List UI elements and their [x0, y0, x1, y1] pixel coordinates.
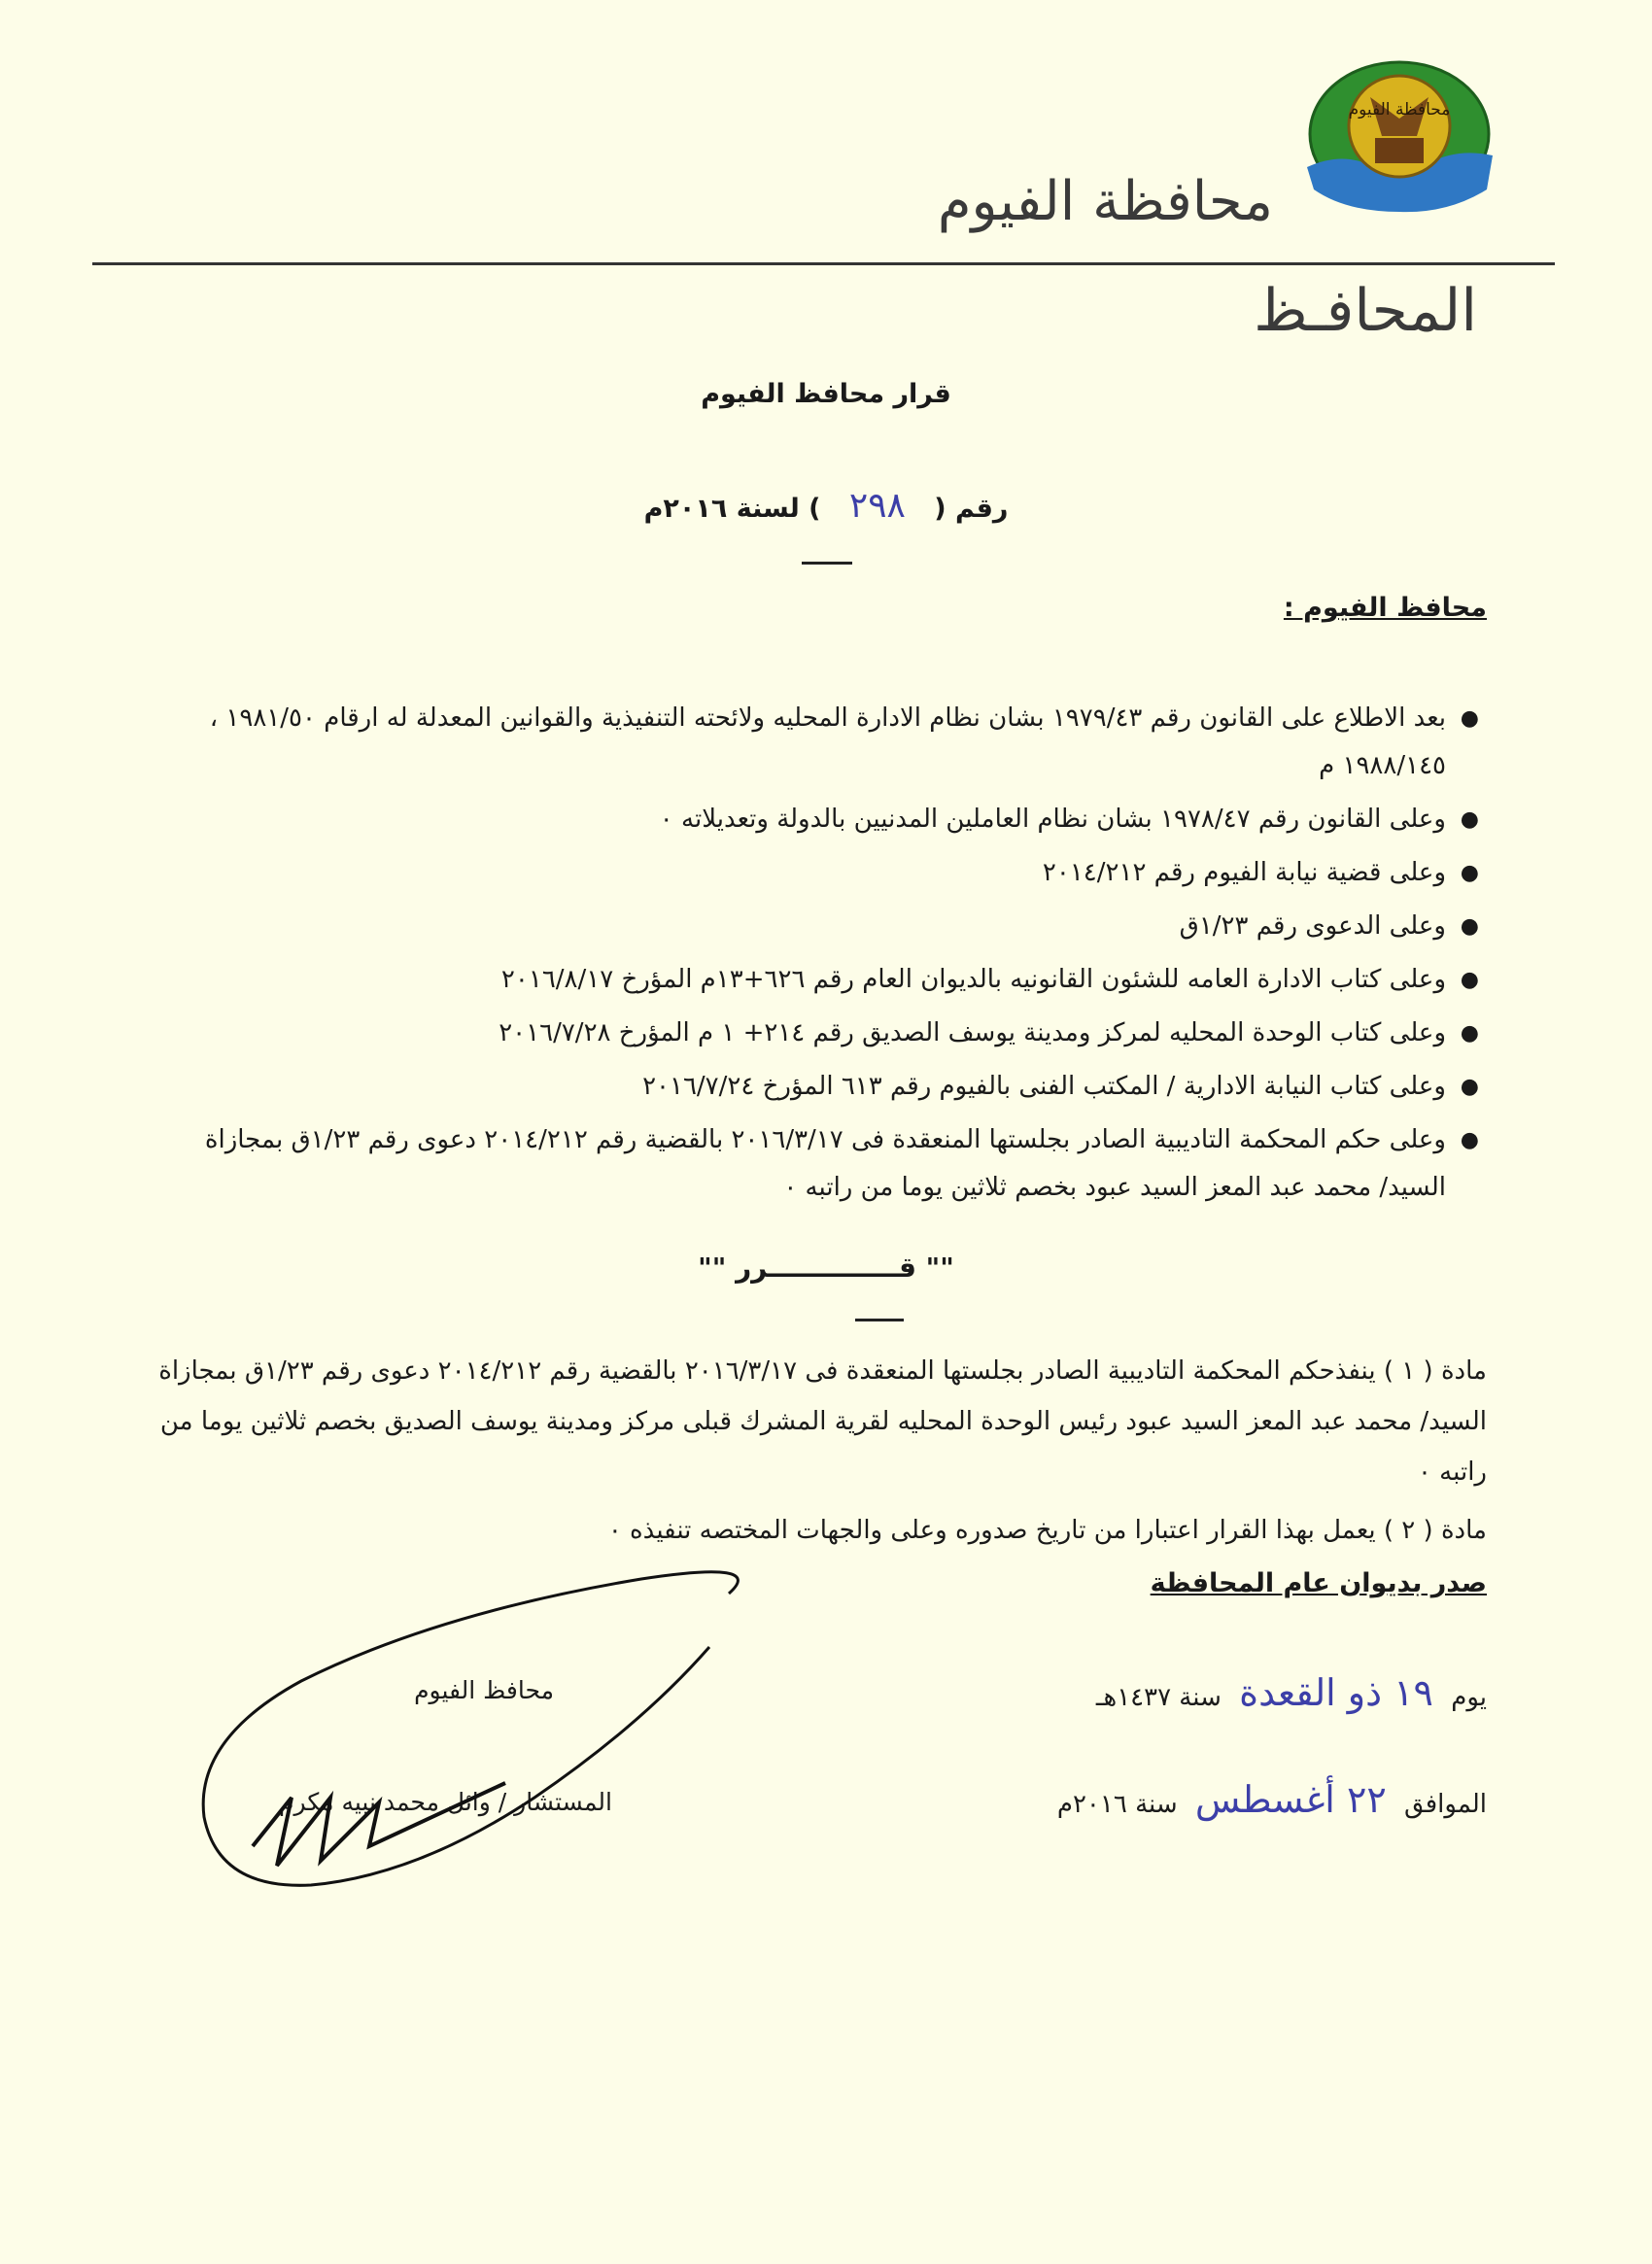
hijri-date-suffix: سنة ١٤٣٧هـ — [1095, 1683, 1222, 1712]
governorate-name: محافظة الفيوم — [937, 170, 1273, 233]
bullet-icon: ● — [1460, 861, 1479, 885]
list-item-text: وعلى قضية نيابة الفيوم رقم ٢٠١٤/٢١٢ — [1042, 858, 1446, 887]
gregorian-date — [1057, 1778, 1487, 1821]
list-item-text: وعلى حكم المحكمة التاديبية الصادر بجلستها المنعقدة فى ٢٠١٦/٣/١٧ بالقضية رقم ٢٠١٤/٢١٢ دعوى رقم ١/٢٣ق بمجازاة السيد/ محمد عبد المعز السيد عبود بخصم ثلاثين يوما من راتبه ٠ — [204, 1125, 1446, 1202]
list-item — [136, 796, 1487, 843]
bullet-icon: ● — [1460, 1075, 1479, 1099]
governorate-logo — [1302, 58, 1497, 223]
hijri-date — [1096, 1671, 1487, 1714]
decree-number-prefix: رقم ( — [934, 494, 1009, 524]
bullet-icon: ● — [1460, 706, 1479, 731]
list-item — [136, 1116, 1487, 1212]
title-dash — [802, 562, 852, 565]
decree-number-handwritten: ٢٩٨ — [848, 486, 906, 526]
list-item-text: وعلى كتاب النيابة الادارية / المكتب الفنى بالفيوم رقم ٦١٣ المؤرخ ٢٠١٦/٧/٢٤ — [642, 1072, 1446, 1101]
decree-title: قرار محافظ الفيوم — [701, 379, 951, 409]
list-item-text: وعلى الدعوى رقم ١/٢٣ق — [1179, 911, 1446, 941]
article-2: مادة ( ٢ ) يعمل بهذا القرار اعتبارا من تاريخ صدوره وعلى والجهات المختصه تنفيذه ٠ — [607, 1516, 1487, 1545]
list-item-text: وعلى كتاب الوحدة المحليه لمركز ومدينة يوسف الصديق رقم ٢١٤+ ١ م المؤرخ ٢٠١٦/٧/٢٨ — [499, 1018, 1446, 1047]
issued-at: صدر بديوان عام المحافظة — [1150, 1568, 1487, 1598]
header-divider — [92, 262, 1555, 265]
bullet-icon: ● — [1460, 914, 1479, 939]
list-item — [136, 695, 1487, 790]
gregorian-date-suffix: سنة ٢٠١٦م — [1056, 1790, 1178, 1819]
bullet-icon: ● — [1460, 807, 1479, 832]
bullet-icon: ● — [1460, 968, 1479, 992]
decision-heading: "" قــــــــــــــرر "" — [698, 1252, 954, 1284]
signatory-name: المستشار / وائل محمد نبيه مكرم — [279, 1788, 612, 1816]
bullet-icon: ● — [1460, 1021, 1479, 1046]
considerations-list — [136, 695, 1487, 1218]
list-item-text: وعلى القانون رقم ١٩٧٨/٤٧ بشان نظام العاملين المدنيين بالدولة وتعديلاته ٠ — [659, 805, 1446, 834]
addressee: محافظ الفيوم : — [1283, 593, 1487, 623]
signatory-title: محافظ الفيوم — [414, 1676, 554, 1704]
list-item — [136, 956, 1487, 1004]
list-item — [136, 1063, 1487, 1111]
gregorian-date-handwritten: ٢٢ أغسطس — [1194, 1778, 1387, 1821]
bullet-icon: ● — [1460, 1128, 1479, 1152]
list-item — [136, 849, 1487, 897]
decree-number-suffix: ) لسنة ٢٠١٦م — [643, 494, 821, 524]
office-title: المحافـظ — [1254, 277, 1477, 345]
list-item — [136, 1010, 1487, 1057]
list-item — [136, 903, 1487, 950]
article-1: مادة ( ١ ) ينفذحكم المحكمة التاديبية الصادر بجلستها المنعقدة فى ٢٠١٦/٣/١٧ بالقضية رقم ٢٠١٤/٢١٢ دعوى رقم ١/٢٣ق بمجازاة السيد/ محمد عبد المعز السيد عبود رئيس الوحدة المحليه لقرية المشرك قبلى مركز ومدينة يوسف الصديق بخصم ثلاثين يوما من راتبه ٠ — [158, 1356, 1487, 1487]
list-item-text: بعد الاطلاع على القانون رقم ١٩٧٩/٤٣ بشان نظام الادارة المحليه ولائحته التنفيذية والقوانين المعدلة له ارقام ١٩٨١/٥٠ ، ١٩٨٨/١٤٥ م — [209, 703, 1446, 780]
hijri-date-prefix: يوم — [1451, 1683, 1487, 1712]
decision-dash — [855, 1319, 904, 1321]
decree-number — [0, 486, 1652, 526]
gregorian-date-prefix: الموافق — [1404, 1790, 1487, 1819]
logo-text: محافظة الفيوم — [1348, 100, 1451, 120]
articles — [107, 1346, 1487, 1563]
hijri-date-handwritten: ١٩ ذو القعدة — [1239, 1671, 1433, 1714]
list-item-text: وعلى كتاب الادارة العامه للشئون القانونيه بالديوان العام رقم ٦٢٦+١٣م المؤرخ ٢٠١٦/٨/١٧ — [500, 965, 1446, 994]
handwritten-signature — [185, 1555, 768, 1904]
